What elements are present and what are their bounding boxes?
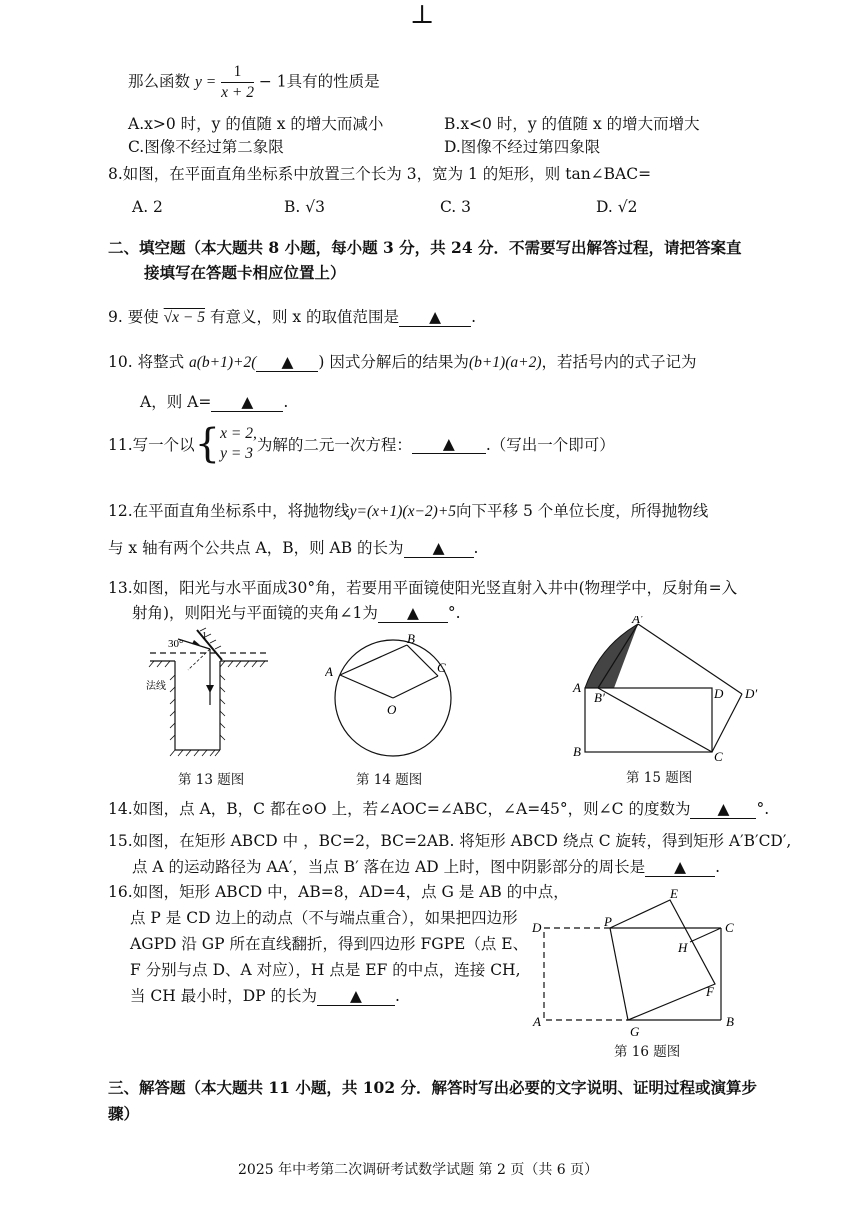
label-d2: D′ bbox=[745, 686, 758, 701]
label-a: A bbox=[325, 664, 333, 679]
label-b: B bbox=[573, 744, 581, 759]
q7-numerator: 1 bbox=[221, 62, 254, 83]
q13-line2 bbox=[132, 601, 461, 623]
segment-bc bbox=[407, 645, 438, 676]
q11-eq2: y = 3 bbox=[220, 445, 253, 462]
q13-line2-pre: 射角)，则阳光与平面镜的夹角∠1为 bbox=[132, 604, 378, 622]
figure-16 bbox=[530, 884, 745, 1044]
label-c: C bbox=[437, 660, 446, 675]
q16-line3: AGPD 沿 GP 所在直线翻折，得到四边形 FGPE（点 E、 bbox=[130, 935, 529, 953]
q7-fraction bbox=[221, 62, 254, 103]
q7-stem bbox=[128, 62, 380, 103]
q10-post: ，若括号内的式子记为 bbox=[541, 353, 697, 371]
q11-mid: 为解的二元一次方程： bbox=[256, 436, 412, 454]
q16-last-post: . bbox=[395, 987, 400, 1005]
label-b: B bbox=[726, 1014, 734, 1029]
q7-option-d: D.图像不经过第四象限 bbox=[444, 138, 601, 156]
q16-line1: 16.如图，矩形 ABCD 中，AB=8，AD=4，点 G 是 AB 的中点， bbox=[108, 883, 569, 901]
q15-line2-pre: 点 A 的运动路径为 AA′，当点 B′ 落在边 AD 上时，图中阴影部分的周长是 bbox=[132, 858, 646, 876]
q10-answer-blank-2[interactable] bbox=[211, 393, 283, 412]
q10-line2-pre: A，则 A= bbox=[140, 393, 212, 411]
segment-ao bbox=[340, 675, 393, 698]
q10-answer-blank-1[interactable] bbox=[256, 353, 318, 372]
figure-14 bbox=[325, 630, 465, 765]
label-o: O bbox=[387, 702, 397, 717]
blank-mark: ▲ bbox=[350, 987, 362, 1005]
label-c: C bbox=[714, 749, 723, 761]
section3-heading-line2: 骤） bbox=[108, 1104, 140, 1123]
q9-mid: 有意义，则 x 的取值范围是 bbox=[209, 308, 400, 326]
q8-option-d: D. √2 bbox=[596, 198, 638, 216]
header-mark: ⊥ bbox=[410, 0, 435, 30]
q10-line1 bbox=[108, 350, 697, 372]
segment-ab bbox=[340, 645, 407, 675]
q16-answer-blank[interactable] bbox=[317, 987, 395, 1006]
blank-mark: ▲ bbox=[241, 393, 254, 411]
q12-expr: y=(x+1)(x−2)+5 bbox=[349, 503, 457, 520]
q11-system bbox=[220, 424, 257, 464]
label-angle-1: 1 bbox=[202, 631, 207, 642]
q8-option-c: C. 3 bbox=[440, 198, 472, 216]
q12-pre: 12.在平面直角坐标系中，将抛物线 bbox=[108, 502, 350, 520]
label-a2: A′ bbox=[632, 616, 643, 626]
q13-answer-blank[interactable] bbox=[378, 604, 448, 623]
segment-a2d2 bbox=[638, 624, 742, 694]
label-b2: B′ bbox=[594, 690, 605, 705]
q16-line5 bbox=[130, 984, 400, 1006]
q14-pre: 14.如图，点 A，B，C 都在⊙O 上，若∠AOC=∠ABC，∠A=45°，则∠C 的度数为 bbox=[108, 800, 691, 818]
q7-stem-post: 具有的性质是 bbox=[286, 72, 380, 91]
section2-heading-line2: 接填写在答题卡相应位置上） bbox=[144, 263, 346, 282]
q16-last-pre: 当 CH 最小时，DP 的长为 bbox=[130, 987, 318, 1005]
q7-option-b: B.x<0 时，y 的值随 x 的增大而增大 bbox=[444, 115, 700, 133]
q14-post: °. bbox=[756, 800, 770, 818]
q15-line1: 15.如图，在矩形 ABCD 中 ，BC=2，BC=2AB. 将矩形 ABCD 绕点 C 旋转，得到矩形 A′B′CD′, bbox=[108, 832, 792, 850]
blank-mark: ▲ bbox=[674, 858, 687, 876]
q12-answer-blank[interactable] bbox=[404, 539, 474, 558]
section2-heading-line1: 二、填空题（本大题共 8 小题，每小题 3 分，共 24 分．不需要写出解答过程，请把答案直 bbox=[108, 238, 742, 257]
q13-line2-post: °. bbox=[447, 604, 461, 622]
blank-mark: ▲ bbox=[717, 800, 730, 818]
q15-answer-blank[interactable] bbox=[645, 858, 715, 877]
q12-line1 bbox=[108, 499, 708, 521]
q7-tail: − 1 bbox=[258, 72, 287, 91]
blank-mark: ▲ bbox=[406, 604, 419, 622]
q11-brace: { bbox=[194, 421, 221, 467]
label-30: 30° bbox=[168, 638, 184, 650]
section3-heading-line1: 三、解答题（本大题共 11 小题，共 102 分．解答时写出必要的文字说明、证明过程或演算步 bbox=[108, 1078, 758, 1097]
label-a: A bbox=[573, 680, 581, 695]
q7-stem-pre: 那么函数 bbox=[128, 72, 191, 91]
q10-expr1: a(b+1)+2( bbox=[189, 354, 257, 371]
segment-ch bbox=[690, 928, 721, 942]
q9-post: . bbox=[471, 308, 476, 326]
q11-answer-blank[interactable] bbox=[412, 435, 486, 454]
label-h: H bbox=[678, 940, 688, 955]
blank-mark: ▲ bbox=[281, 353, 294, 371]
q10-close: ) bbox=[318, 353, 325, 371]
q10-line2-post: . bbox=[283, 393, 289, 411]
q9 bbox=[108, 305, 476, 327]
figure-15 bbox=[570, 616, 770, 761]
q10-line2 bbox=[140, 390, 288, 412]
q11-eq1: x = 2, bbox=[220, 425, 257, 442]
q16-line4: F 分别与点 D、A 对应），H 点是 EF 的中点，连接 CH, bbox=[130, 961, 521, 979]
q10-pre: 10. 将整式 bbox=[108, 353, 185, 371]
label-normal: 法线 bbox=[146, 681, 166, 692]
reflected-arrow bbox=[206, 685, 214, 693]
q12-post: 向下平移 5 个单位长度，所得抛物线 bbox=[456, 502, 709, 520]
figure-15-caption: 第 15 题图 bbox=[626, 770, 693, 786]
blank-mark: ▲ bbox=[429, 308, 442, 326]
label-f: F bbox=[706, 984, 714, 999]
q11 bbox=[108, 421, 615, 467]
q12-line2-post: . bbox=[473, 539, 479, 557]
label-a: A bbox=[533, 1014, 541, 1029]
q14 bbox=[108, 797, 769, 819]
label-d: D bbox=[532, 920, 542, 935]
figure-16-caption: 第 16 题图 bbox=[614, 1044, 681, 1060]
q9-answer-blank[interactable] bbox=[399, 308, 471, 327]
q10-mid: 因式分解后的结果为 bbox=[329, 353, 469, 371]
label-d: D bbox=[714, 686, 724, 701]
figure-13-caption: 第 13 题图 bbox=[178, 772, 245, 788]
q8-stem: 8.如图，在平面直角坐标系中放置三个长为 3，宽为 1 的矩形，则 tan∠BAC= bbox=[108, 165, 652, 183]
label-p: P bbox=[604, 914, 612, 929]
blank-mark: ▲ bbox=[432, 539, 445, 557]
q8-option-b: B. √3 bbox=[284, 198, 325, 216]
q7-option-a: A.x>0 时，y 的值随 x 的增大而减小 bbox=[128, 115, 384, 133]
q11-pre: 11.写一个以 bbox=[108, 436, 195, 454]
q14-answer-blank[interactable] bbox=[690, 800, 756, 819]
label-c: C bbox=[725, 920, 734, 935]
normal-line bbox=[188, 649, 210, 670]
q7-option-c: C.图像不经过第二象限 bbox=[128, 138, 284, 156]
q12-line2 bbox=[108, 536, 478, 558]
quad-fgpe bbox=[610, 900, 715, 1020]
segment-co bbox=[393, 676, 438, 698]
q7-func-lhs: y = bbox=[194, 73, 217, 91]
q16-line2: 点 P 是 CD 边上的动点（不与端点重合），如果把四边形 bbox=[130, 909, 518, 927]
segment-b2c bbox=[598, 688, 712, 752]
figure-14-caption: 第 14 题图 bbox=[356, 772, 423, 788]
q15-line2 bbox=[132, 855, 720, 877]
q9-pre: 9. 要使 bbox=[108, 308, 159, 326]
segment-d2c bbox=[712, 694, 742, 752]
label-g: G bbox=[630, 1024, 640, 1039]
dashed-outline-adp bbox=[544, 928, 628, 1020]
ground-hatch bbox=[149, 661, 265, 756]
shaded-region bbox=[585, 624, 638, 688]
figure-13 bbox=[140, 625, 280, 790]
q7-denominator: x + 2 bbox=[221, 84, 254, 101]
left-wall-hatch bbox=[170, 675, 225, 740]
q9-radical: √x − 5 bbox=[163, 309, 206, 326]
blank-mark: ▲ bbox=[442, 434, 455, 453]
q11-post: .（写出一个即可） bbox=[485, 436, 615, 454]
q10-expr2: (b+1)(a+2) bbox=[468, 354, 542, 371]
label-b: B bbox=[407, 631, 415, 646]
label-e: E bbox=[670, 886, 678, 901]
q8-option-a: A. 2 bbox=[132, 198, 163, 216]
q15-line2-post: . bbox=[715, 858, 721, 876]
q13-line1: 13.如图，阳光与水平面成30°角，若要用平面镜使阳光竖直射入井中(物理学中，反射角=入 bbox=[108, 579, 738, 597]
page-footer: 2025 年中考第二次调研考试数学试题 第 2 页（共 6 页） bbox=[238, 1162, 599, 1178]
q12-line2-pre: 与 x 轴有两个公共点 A，B，则 AB 的长为 bbox=[108, 539, 404, 557]
